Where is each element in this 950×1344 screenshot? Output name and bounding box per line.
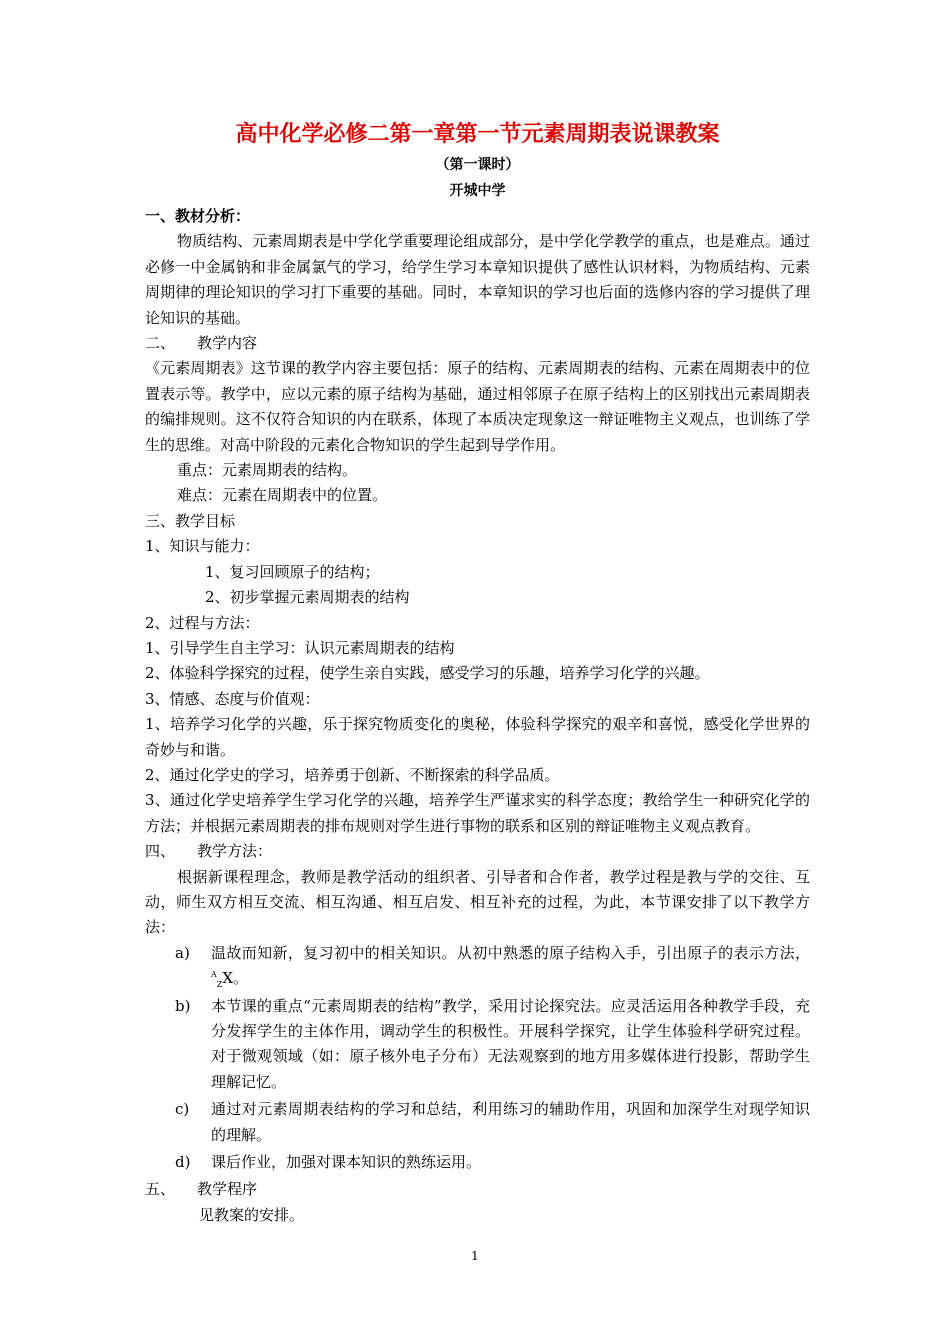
- school-name: 开城中学: [449, 183, 506, 199]
- method-marker-c: c): [175, 1100, 190, 1119]
- process-item-1: 1、引导学生自主学习：认识元素周期表的结构: [145, 638, 455, 657]
- section-4-heading: [145, 839, 810, 864]
- method-item-a: [145, 941, 810, 992]
- section-2-number: 二、: [145, 334, 176, 353]
- method-item-d: [145, 1150, 810, 1175]
- method-item-c: [145, 1097, 810, 1148]
- method-text-b: 本节课的重点“元素周期表的结构”教学，采用讨论探究法。应灵活运用各种教学手段，充分发挥学生的主体作用，调动学生的积极性。开展科学探究，让学生体验科学研究过程。对于微观领域（如：原子核外电子分布）无法观察到的地方用多媒体进行投影，帮助学生理解记忆。: [211, 996, 810, 1091]
- section-4-title: 教学方法：: [197, 842, 273, 861]
- process-item-2: 2、体验科学探究的过程，使学生亲自实践，感受学习的乐趣，培养学习化学的兴趣。: [145, 664, 710, 683]
- knowledge-heading: 1、知识与能力：: [145, 537, 260, 556]
- key-point: 重点：元素周期表的结构。: [177, 461, 358, 480]
- page-number: 1: [471, 1249, 479, 1263]
- emotion-heading: 3、情感、态度与价值观：: [145, 689, 320, 708]
- document-page: [145, 118, 810, 1228]
- method-text-a: 温故而知新，复习初中的相关知识。从初中熟悉的原子结构入手，引出原子的表示方法，: [211, 943, 810, 962]
- section-2-title: 教学内容: [197, 334, 258, 353]
- emotion-item-3: 3、通过化学史培养学生学习化学的兴趣，培养学生严谨求实的科学态度；教给学生一种研究化学的方法；并根据元素周期表的排布规则对学生进行事物的联系和区别的辩证唯物主义观点教育。: [145, 791, 810, 835]
- method-marker-d: d): [175, 1153, 191, 1172]
- knowledge-item-2: 2、初步掌握元素周期表的结构: [205, 588, 410, 607]
- method-list: [145, 941, 810, 1176]
- emotion-item-1: 1、培养学习化学的兴趣，乐于探究物质变化的奥秘，体验科学探究的艰辛和喜悦，感受化学世界的奇妙与和谐。: [145, 715, 810, 759]
- section-4-number: 四、: [145, 842, 176, 861]
- knowledge-item-1: 1、复习回顾原子的结构；: [205, 562, 380, 581]
- section-5-heading: [145, 1177, 810, 1202]
- method-text-d: 课后作业，加强对课本知识的熟练运用。: [211, 1153, 482, 1172]
- mass-number: A: [211, 970, 217, 980]
- difficult-point: 难点：元素在周期表中的位置。: [177, 486, 388, 505]
- element-symbol: X。: [222, 969, 249, 988]
- section-1-heading: 一、教材分析：: [145, 207, 251, 225]
- section-1-paragraph: 物质结构、元素周期表是中学化学重要理论组成部分，是中学化学教学的重点，也是难点。通过必修一中金属钠和非金属氯气的学习，给学生学习本章知识提供了感性认识材料，为物质结构、元素周期律的理论知识的学习打下重要的基础。同时，本章知识的学习也后面的选修内容的学习提供了理论知识的基础。: [145, 232, 810, 327]
- emotion-item-2: 2、通过化学史的学习，培养勇于创新、不断探索的科学品质。: [145, 765, 560, 784]
- atomic-number: Z: [216, 980, 223, 990]
- method-text-c: 通过对元素周期表结构的学习和总结，利用练习的辅助作用，巩固和加深学生对现学知识的理解。: [211, 1100, 810, 1144]
- section-3-heading: 三、教学目标: [145, 511, 236, 530]
- process-heading: 2、过程与方法：: [145, 613, 260, 632]
- method-marker-a: a): [175, 943, 190, 962]
- method-item-b: [145, 994, 810, 1096]
- section-5-number: 五、: [145, 1180, 176, 1199]
- section-2-heading: [145, 331, 810, 356]
- section-5-title: 教学程序: [197, 1180, 258, 1199]
- document-subtitle: （第一课时）: [435, 157, 520, 173]
- section-2-paragraph: 《元素周期表》这节课的教学内容主要包括：原子的结构、元素周期表的结构、元素在周期表中的位置表示等。教学中，应以元素的原子结构为基础，通过相邻原子在原子结构上的区别找出元素周期表的编排规则。这不仅符合知识的内在联系，体现了本质决定现象这一辩证唯物主义观点，也训练了学生的思维。对高中阶段的元素化合物知识的学生起到导学作用。: [145, 359, 810, 454]
- section-5-paragraph: 见教案的安排。: [199, 1205, 305, 1224]
- method-marker-b: b): [175, 996, 191, 1015]
- document-title: 高中化学必修二第一章第一节元素周期表说课教案: [235, 122, 720, 147]
- section-4-paragraph: 根据新课程理念，教师是教学活动的组织者、引导者和合作者，教学过程是教与学的交往、互动，师生双方相互交流、相互沟通、相互启发、相互补充的过程，为此，本节课安排了以下教学方法：: [145, 867, 810, 937]
